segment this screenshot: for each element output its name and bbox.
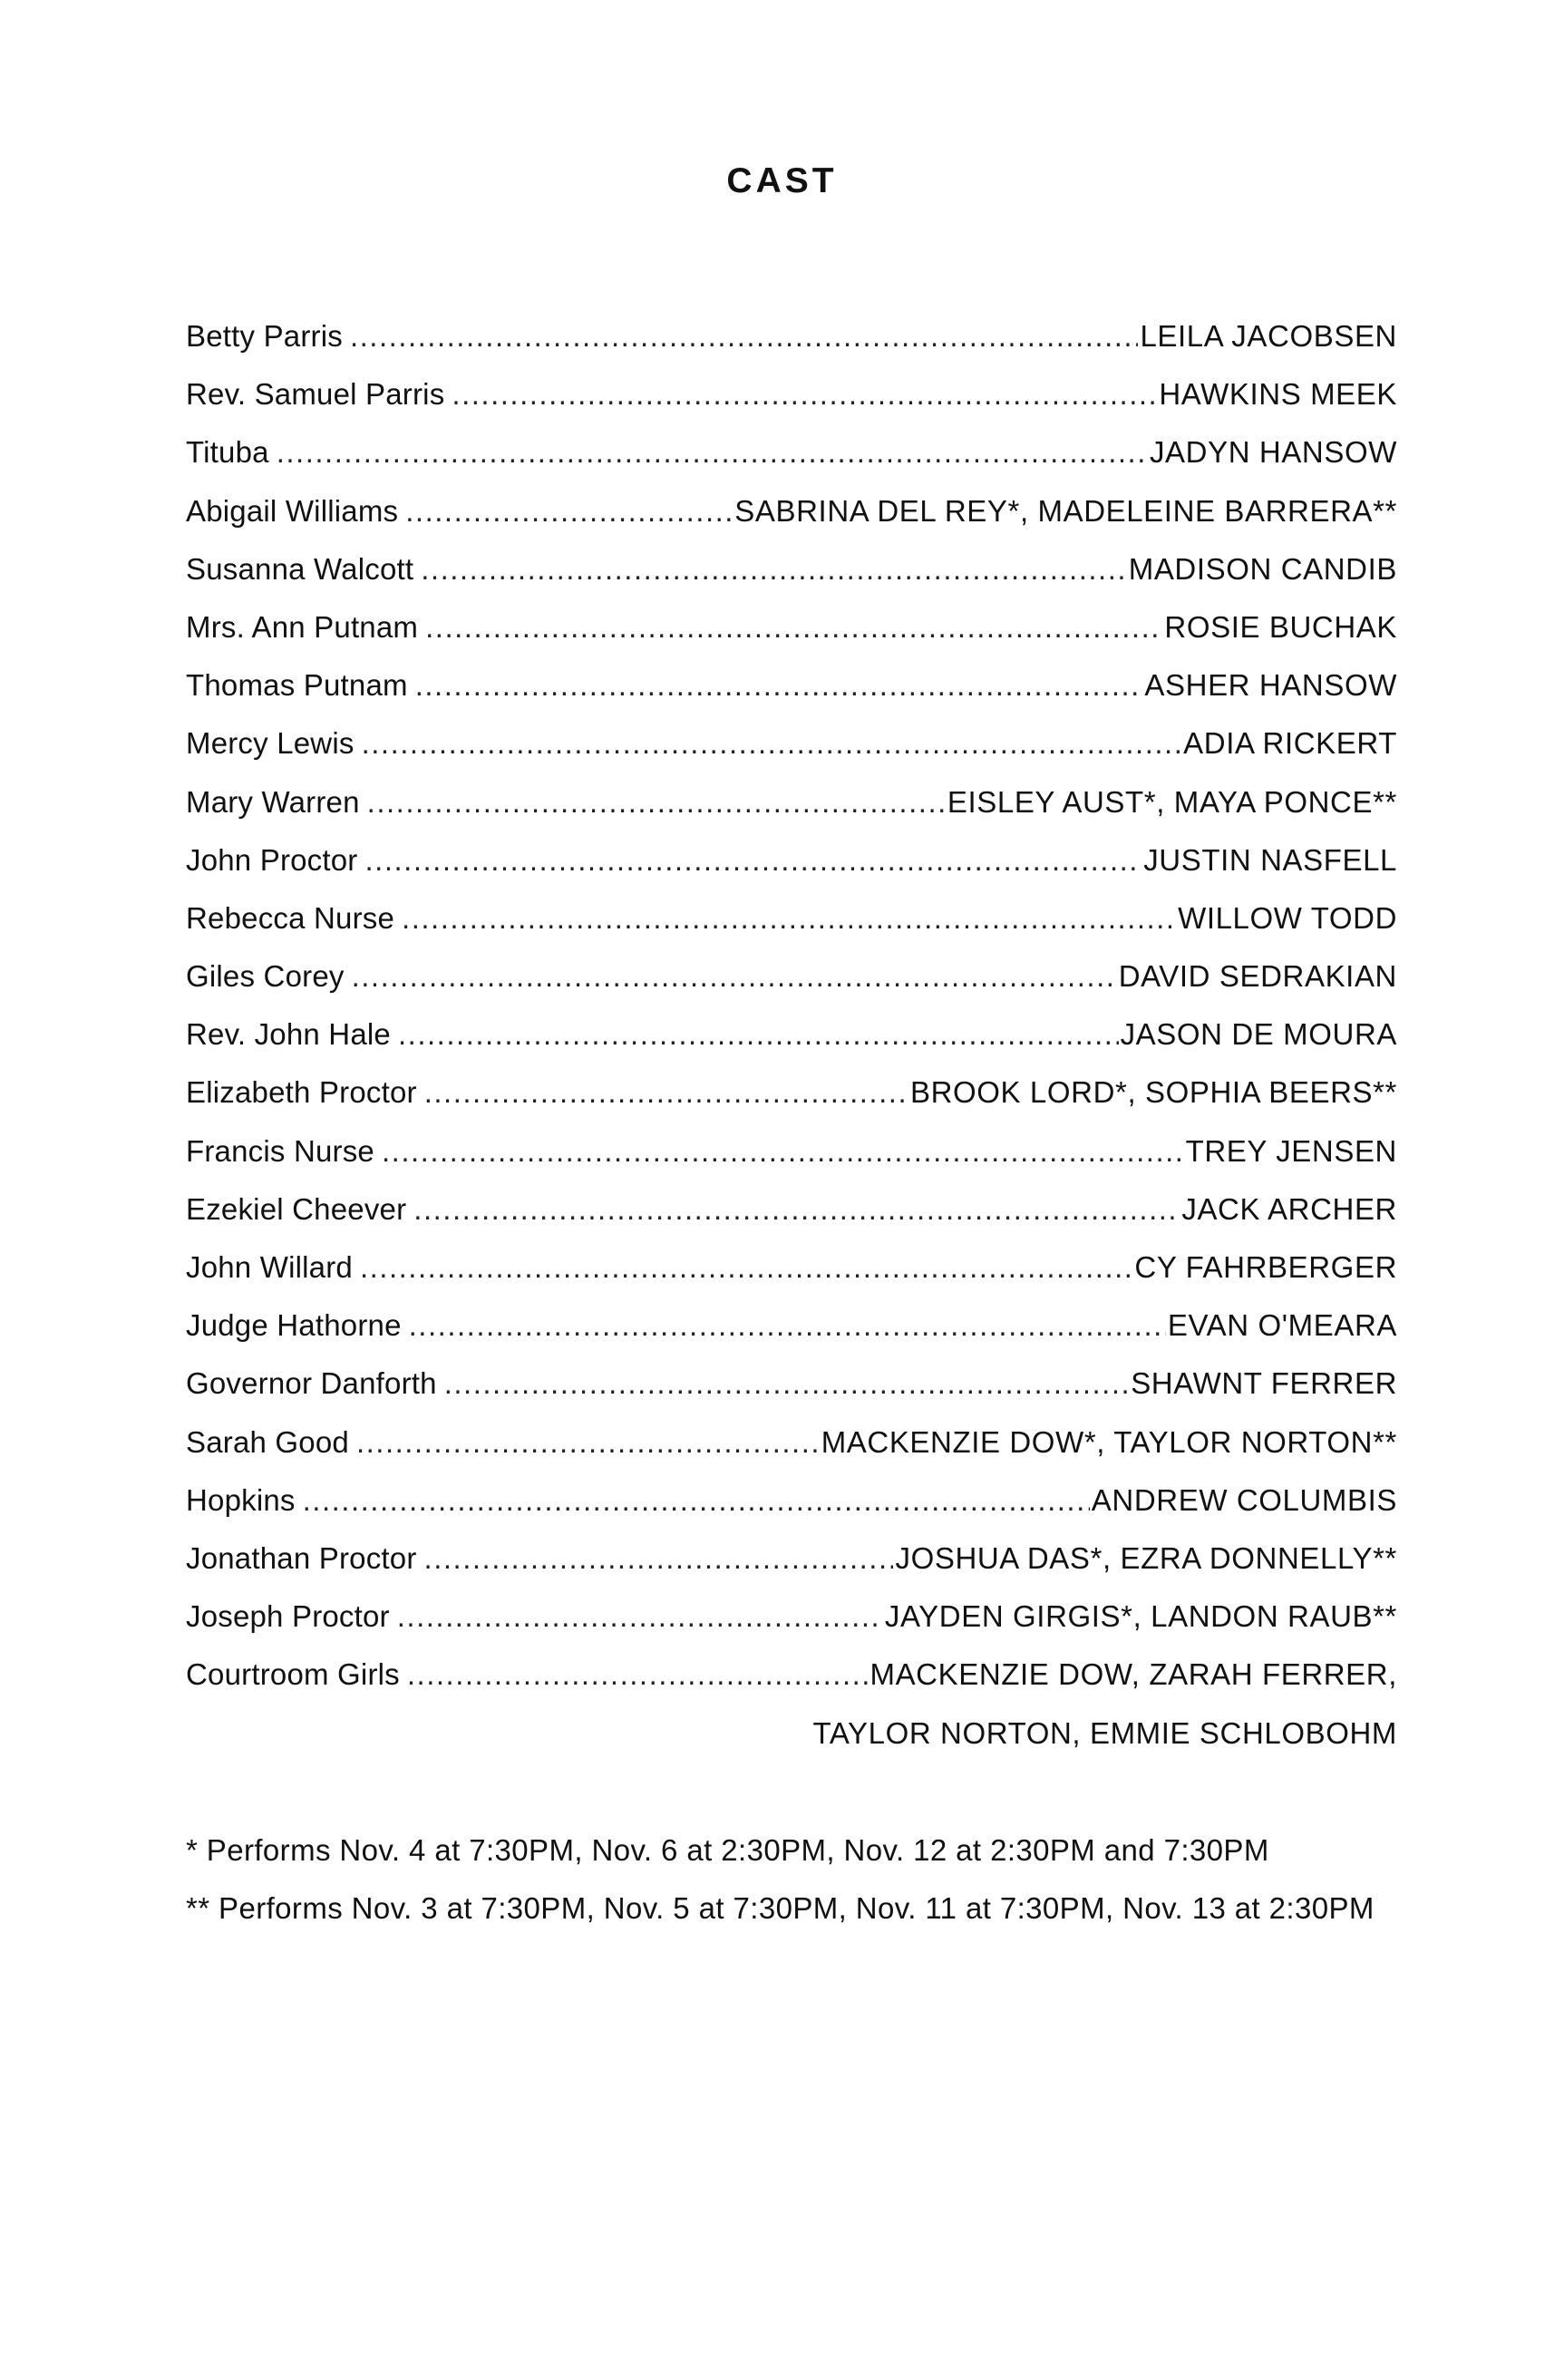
role-name: Francis Nurse bbox=[186, 1133, 374, 1168]
dot-leader bbox=[360, 1250, 1132, 1285]
cast-row bbox=[186, 1308, 1397, 1366]
cast-row bbox=[186, 319, 1397, 377]
dot-leader bbox=[421, 552, 1126, 587]
role-name: Mary Warren bbox=[186, 784, 360, 819]
cast-row bbox=[186, 1657, 1397, 1715]
cast-row bbox=[186, 494, 1397, 552]
actor-name: JAYDEN GIRGIS*, LANDON RAUB** bbox=[884, 1599, 1397, 1634]
cast-row bbox=[186, 1599, 1397, 1657]
dot-leader bbox=[397, 1599, 883, 1634]
note-single-asterisk: * Performs Nov. 4 at 7:30PM, Nov. 6 at 2:30PM, Nov. 12 at 2:30PM and 7:30PM bbox=[186, 1833, 1269, 1867]
actor-name: ROSIE BUCHAK bbox=[1164, 609, 1397, 644]
dot-leader bbox=[398, 1017, 1119, 1052]
actor-name: HAWKINS MEEK bbox=[1159, 377, 1397, 412]
dot-leader bbox=[409, 1308, 1166, 1343]
actor-name: DAVID SEDRAKIAN bbox=[1118, 959, 1397, 994]
actor-name: JACK ARCHER bbox=[1181, 1191, 1397, 1226]
actor-name: ASHER HANSOW bbox=[1144, 668, 1397, 703]
dot-leader bbox=[303, 1483, 1090, 1518]
actor-name: MACKENZIE DOW, ZARAH FERRER, bbox=[869, 1657, 1397, 1692]
cast-row bbox=[186, 552, 1397, 610]
dot-leader bbox=[425, 610, 1162, 645]
cast-row bbox=[186, 610, 1397, 668]
actor-name: MADISON CANDIB bbox=[1128, 551, 1397, 586]
cast-row bbox=[186, 1250, 1397, 1308]
role-name: Giles Corey bbox=[186, 959, 345, 994]
role-name: Hopkins bbox=[186, 1482, 296, 1517]
dot-leader bbox=[405, 494, 733, 529]
cast-row bbox=[186, 1017, 1397, 1075]
dot-leader bbox=[352, 959, 1117, 994]
actor-name: JASON DE MOURA bbox=[1120, 1017, 1397, 1052]
actor-name: JUSTIN NASFELL bbox=[1143, 842, 1397, 877]
actor-name: ADIA RICKERT bbox=[1183, 726, 1397, 761]
cast-row bbox=[186, 901, 1397, 959]
dot-leader bbox=[424, 1075, 908, 1110]
dot-leader bbox=[367, 785, 946, 820]
cast-row bbox=[186, 843, 1397, 901]
role-name: Tituba bbox=[186, 435, 269, 470]
cast-row bbox=[186, 1134, 1397, 1192]
dot-leader bbox=[444, 1366, 1129, 1401]
role-name: Susanna Walcott bbox=[186, 551, 414, 586]
actor-name: TREY JENSEN bbox=[1185, 1133, 1397, 1168]
actor-name: WILLOW TODD bbox=[1178, 900, 1397, 935]
dot-leader bbox=[407, 1657, 869, 1692]
role-name: Mercy Lewis bbox=[186, 726, 355, 761]
cast-row bbox=[186, 1541, 1397, 1599]
role-name: Governor Danforth bbox=[186, 1366, 437, 1401]
actor-name: SABRINA DEL REY*, MADELEINE BARRERA** bbox=[734, 493, 1397, 528]
role-name: Ezekiel Cheever bbox=[186, 1191, 407, 1226]
actor-name: SHAWNT FERRER bbox=[1131, 1366, 1397, 1401]
role-name: Jonathan Proctor bbox=[186, 1540, 417, 1575]
actor-name: BROOK LORD*, SOPHIA BEERS** bbox=[909, 1075, 1397, 1110]
role-name: Abigail Williams bbox=[186, 493, 399, 528]
dot-leader bbox=[365, 843, 1142, 878]
role-name: Elizabeth Proctor bbox=[186, 1075, 417, 1110]
dot-leader bbox=[452, 377, 1157, 412]
note-double-asterisk: ** Performs Nov. 3 at 7:30PM, Nov. 5 at 7:30PM, Nov. 11 at 7:30PM, Nov. 13 at 2:30PM bbox=[186, 1891, 1375, 1925]
dot-leader bbox=[382, 1134, 1184, 1169]
dot-leader bbox=[362, 726, 1182, 761]
cast-row bbox=[186, 668, 1397, 726]
dot-leader bbox=[413, 1192, 1180, 1227]
cast-row bbox=[186, 1483, 1397, 1541]
dot-leader bbox=[356, 1425, 820, 1460]
role-name: Joseph Proctor bbox=[186, 1599, 390, 1634]
dot-leader bbox=[402, 901, 1176, 936]
dot-leader bbox=[350, 319, 1139, 354]
cast-row bbox=[186, 726, 1397, 784]
role-name: Betty Parris bbox=[186, 319, 343, 353]
cast-row bbox=[186, 1366, 1397, 1424]
role-name: John Proctor bbox=[186, 842, 358, 877]
cast-row bbox=[186, 435, 1397, 493]
page-title: CAST bbox=[726, 161, 838, 200]
actor-name: JOSHUA DAS*, EZRA DONNELLY** bbox=[895, 1540, 1397, 1575]
role-name: Mrs. Ann Putnam bbox=[186, 609, 419, 644]
actor-name: EVAN O'MEARA bbox=[1167, 1308, 1397, 1343]
actor-name: ANDREW COLUMBIS bbox=[1091, 1482, 1397, 1517]
role-name: Thomas Putnam bbox=[186, 668, 408, 703]
cast-row bbox=[186, 377, 1397, 435]
role-name: John Willard bbox=[186, 1250, 353, 1284]
role-name: Courtroom Girls bbox=[186, 1657, 400, 1692]
role-name: Rebecca Nurse bbox=[186, 900, 395, 935]
cast-list bbox=[186, 319, 1397, 1774]
cast-row bbox=[186, 1425, 1397, 1483]
dot-leader bbox=[415, 668, 1143, 703]
cast-row bbox=[186, 959, 1397, 1017]
cast-row bbox=[186, 785, 1397, 843]
actor-name-continued: TAYLOR NORTON, EMMIE SCHLOBOHM bbox=[812, 1715, 1397, 1750]
actor-name: MACKENZIE DOW*, TAYLOR NORTON** bbox=[821, 1424, 1397, 1459]
role-name: Rev. Samuel Parris bbox=[186, 377, 445, 412]
performance-notes bbox=[186, 1833, 1455, 1949]
dot-leader bbox=[424, 1541, 894, 1576]
role-name: Judge Hathorne bbox=[186, 1308, 402, 1343]
actor-name: JADYN HANSOW bbox=[1149, 435, 1397, 470]
role-name: Sarah Good bbox=[186, 1424, 349, 1459]
cast-row bbox=[186, 1075, 1397, 1133]
actor-name: CY FAHRBERGER bbox=[1134, 1250, 1397, 1284]
actor-name: EISLEY AUST*, MAYA PONCE** bbox=[947, 784, 1397, 819]
role-name: Rev. John Hale bbox=[186, 1017, 391, 1052]
actor-name: LEILA JACOBSEN bbox=[1140, 319, 1397, 353]
dot-leader bbox=[277, 435, 1148, 470]
cast-row bbox=[186, 1192, 1397, 1250]
